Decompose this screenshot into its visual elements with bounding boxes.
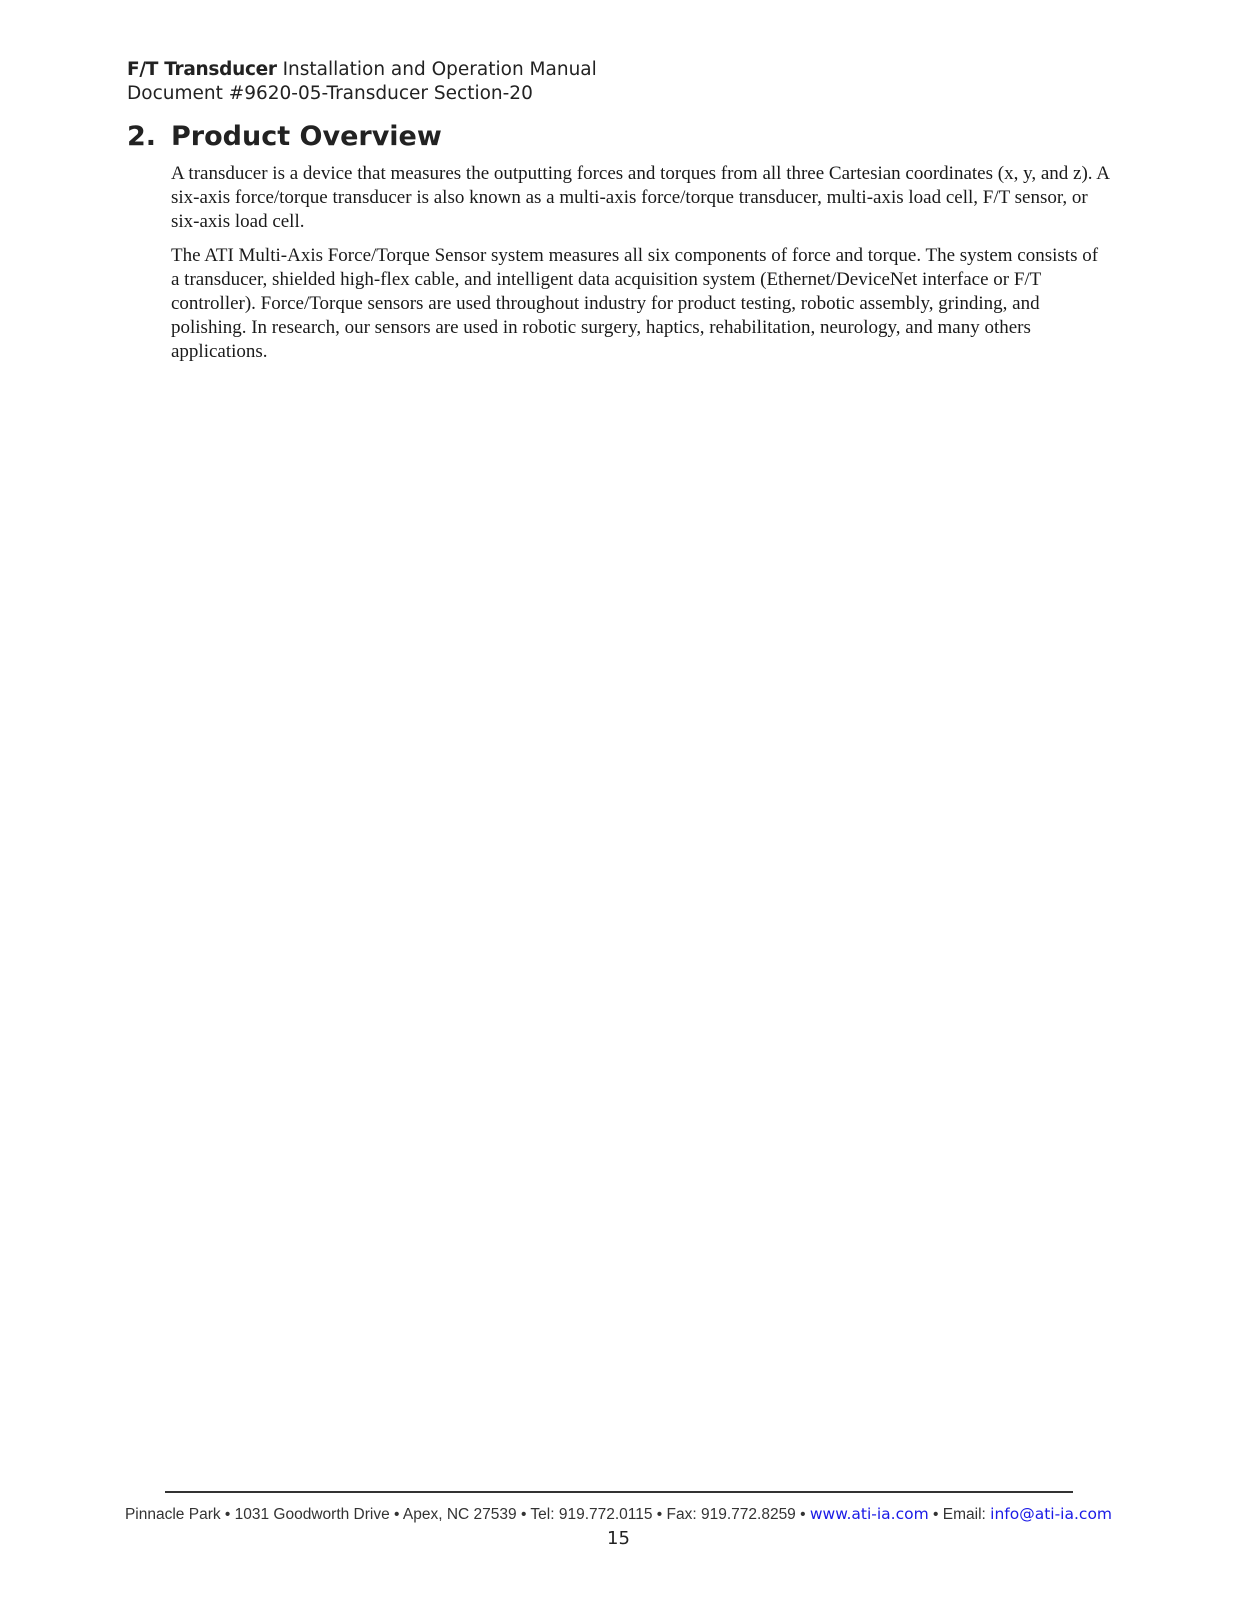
page-header [127,58,597,106]
header-document-number: Document #9620-05-Transducer Section-20 [127,83,533,104]
page-number: 15 [607,1528,630,1549]
footer-email-label: • Email: [928,1506,991,1523]
header-product-name: F/T Transducer [127,59,277,80]
footer-divider [165,1491,1073,1493]
section-title: Product Overview [171,121,442,152]
footer-website-link[interactable]: www.ati-ia.com [809,1505,929,1523]
footer-address: Pinnacle Park • 1031 Goodworth Drive • Apex, NC 27539 • Tel: 919.772.0115 • Fax: 919.772.8259 • [124,1506,810,1523]
paragraph-transducer-definition: A transducer is a device that measures the outputting forces and torques from all three Cartesian coordinates (x, y, and z). A six-axis force/torque transducer is also known as a multi-axis force/torque transducer, multi-axis load cell, F/T sensor, or six-axis load cell. [171,163,1109,232]
footer-email-link[interactable]: info@ati-ia.com [990,1505,1113,1523]
header-manual-title: Installation and Operation Manual [282,59,597,80]
header-title-line [127,58,597,82]
page-footer [0,1503,1237,1526]
paragraph-system-description: The ATI Multi-Axis Force/Torque Sensor system measures all six components of force and torque. The system consists of a transducer, shielded high-flex cable, and intelligent data acquisition system (Ethernet/DeviceNet interface or F/T controller). Force/Torque sensors are used throughout industry for product testing, robotic assembly, grinding, and polishing. In research, our sensors are used in robotic surgery, haptics, rehabilitation, neurology, and many others applications. [171,245,1099,362]
section-heading [127,120,442,154]
section-number: 2. [127,121,157,152]
section-body [171,162,1111,374]
